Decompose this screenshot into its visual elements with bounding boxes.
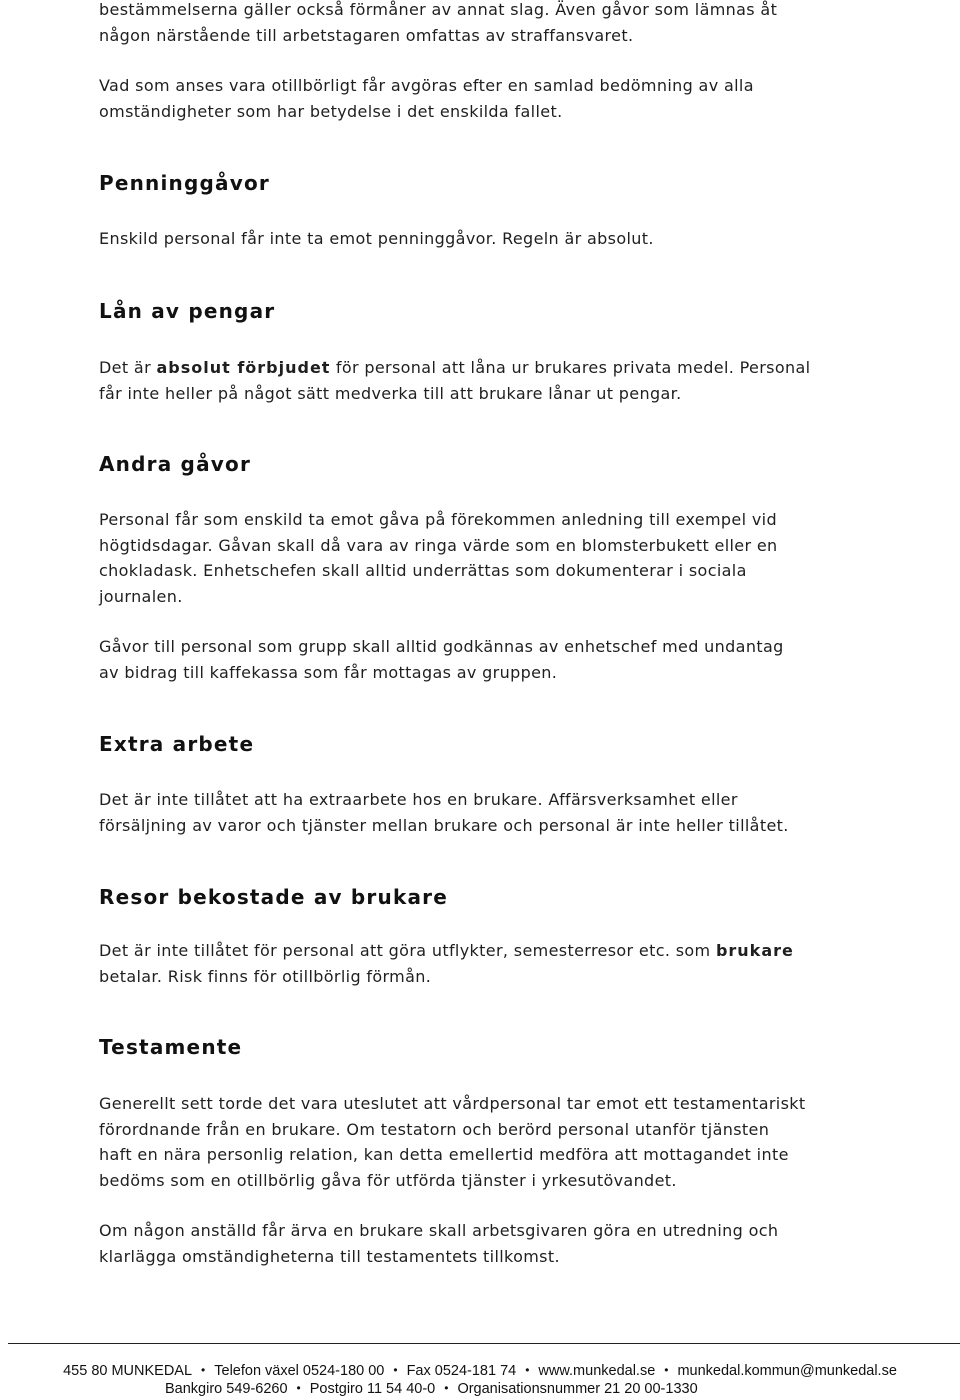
testamente-paragraph-2: Om någon anställd får ärva en brukare skall arbetsgivaren göra en utredning och klarlägga omständigheterna till testamentets tillkomst. <box>99 1221 779 1266</box>
intro-paragraph-1: bestämmelserna gäller också förmåner av annat slag. Även gåvor som lämnas åt någon närstående till arbetstagaren omfattas av straffansvaret. <box>99 0 778 45</box>
heading-extra-arbete: Extra arbete <box>99 732 255 756</box>
heading-testamente: Testamente <box>99 1035 243 1059</box>
footer-address: 455 80 MUNKEDAL <box>63 1363 193 1379</box>
footer-org-number: Organisationsnummer 21 20 00-1330 <box>457 1381 698 1397</box>
footer-contact-line <box>0 1363 960 1379</box>
footer-banking-line <box>165 1381 698 1397</box>
andra-gavor-paragraph-2: Gåvor till personal som grupp skall alltid godkännas av enhetschef med undantag av bidrag till kaffekassa som får mottagas av gruppen. <box>99 637 784 682</box>
testamente-paragraph-1: Generellt sett torde det vara uteslutet att vårdpersonal tar emot ett testamentariskt förordnande från en brukare. Om testatorn och berörd personal utanför tjänsten haft en nära personlig relation, kan detta emellertid medföra att mottagandet inte bedöms som en otillbörlig gåva för utförda tjänster i yrkesutövandet. <box>99 1094 806 1190</box>
bullet-separator: • <box>525 1363 530 1377</box>
footer-website-link[interactable]: www.munkedal.se <box>538 1363 656 1379</box>
footer-email-link[interactable]: munkedal.kommun@munkedal.se <box>677 1363 897 1379</box>
emphasis-brukare: brukare <box>715 941 794 960</box>
footer-bankgiro: Bankgiro 549-6260 <box>165 1381 288 1397</box>
intro-paragraph-2: Vad som anses vara otillbörligt får avgöras efter en samlad bedömning av alla omständigheter som har betydelse i det enskilda fallet. <box>99 76 754 121</box>
bullet-separator: • <box>296 1381 301 1395</box>
bullet-separator: • <box>664 1363 669 1377</box>
footer-fax: Fax 0524-181 74 <box>406 1363 517 1379</box>
andra-gavor-paragraph-1: Personal får som enskild ta emot gåva på förekommen anledning till exempel vid högtidsdagar. Gåvan skall då vara av ringa värde som en blomsterbukett eller en chokladask. Enhetschefen skall alltid underrättas som dokumenterar i sociala journalen. <box>99 510 778 606</box>
penninggavor-paragraph: Enskild personal får inte ta emot penninggåvor. Regeln är absolut. <box>99 229 654 248</box>
lan-paragraph: Det är absolut förbjudet för personal att låna ur brukares privata medel. Personal får inte heller på något sätt medverka till att brukare lånar ut pengar. <box>99 358 811 403</box>
bullet-separator: • <box>444 1381 449 1395</box>
extra-arbete-paragraph: Det är inte tillåtet att ha extraarbete hos en brukare. Affärsverksamhet eller försäljning av varor och tjänster mellan brukare och personal är inte heller tillåtet. <box>99 790 789 835</box>
bullet-separator: • <box>393 1363 398 1377</box>
heading-resor-bekostade-av-brukare: Resor bekostade av brukare <box>99 885 448 909</box>
bullet-separator: • <box>201 1363 206 1377</box>
heading-penninggavor: Penninggåvor <box>99 171 270 195</box>
heading-lan-av-pengar: Lån av pengar <box>99 299 276 323</box>
resor-paragraph: Det är inte tillåtet för personal att göra utflykter, semesterresor etc. som brukare betalar. Risk finns för otillbörlig förmån. <box>99 941 794 986</box>
footer-divider <box>8 1343 960 1344</box>
footer-phone: Telefon växel 0524-180 00 <box>214 1363 385 1379</box>
footer-postgiro: Postgiro 11 54 40-0 <box>309 1381 436 1397</box>
emphasis-absolut-forbjudet: absolut förbjudet <box>156 358 331 377</box>
heading-andra-gavor: Andra gåvor <box>99 452 252 476</box>
